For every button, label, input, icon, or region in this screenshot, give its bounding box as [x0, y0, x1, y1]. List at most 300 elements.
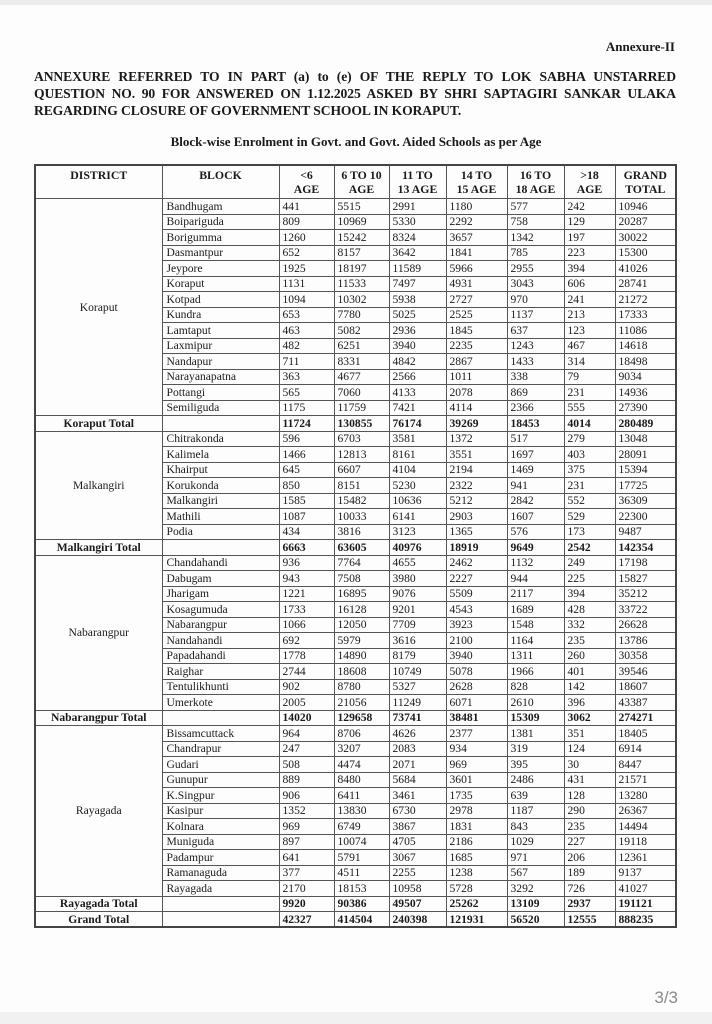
value-cell: 22300: [615, 509, 676, 525]
value-cell: 431: [564, 772, 615, 788]
value-cell: 2170: [279, 881, 334, 897]
value-cell: 247: [279, 741, 334, 757]
block-cell: Nabarangpur: [162, 617, 279, 633]
value-cell: 18608: [334, 664, 389, 680]
grand-total-value: 121931: [446, 912, 507, 928]
column-header-text: 15 AGE: [456, 182, 497, 196]
value-cell: 641: [279, 850, 334, 866]
total-value: 4014: [564, 416, 615, 432]
value-cell: 1831: [446, 819, 507, 835]
value-cell: 726: [564, 881, 615, 897]
empty-cell: [162, 416, 279, 432]
value-cell: 290: [564, 803, 615, 819]
value-cell: 396: [564, 695, 615, 711]
value-cell: 319: [507, 741, 564, 757]
value-cell: 225: [564, 571, 615, 587]
total-value: 13109: [507, 896, 564, 912]
value-cell: 3923: [446, 617, 507, 633]
value-cell: 8447: [615, 757, 676, 773]
total-value: 38481: [446, 710, 507, 726]
block-cell: Kundra: [162, 307, 279, 323]
value-cell: 10969: [334, 214, 389, 230]
empty-cell: [162, 896, 279, 912]
grand-total-value: 414504: [334, 912, 389, 928]
value-cell: 2744: [279, 664, 334, 680]
value-cell: 3642: [389, 245, 446, 261]
value-cell: 517: [507, 431, 564, 447]
value-cell: 850: [279, 478, 334, 494]
empty-cell: [162, 912, 279, 928]
value-cell: 10302: [334, 292, 389, 308]
value-cell: 577: [507, 199, 564, 215]
annexure-label: Annexure-II: [605, 39, 675, 54]
value-cell: 2322: [446, 478, 507, 494]
value-cell: 2936: [389, 323, 446, 339]
block-cell: Chandrapur: [162, 741, 279, 757]
value-cell: 128: [564, 788, 615, 804]
value-cell: 9076: [389, 586, 446, 602]
total-value: 18919: [446, 540, 507, 556]
column-header: [35, 165, 162, 199]
value-cell: 15827: [615, 571, 676, 587]
value-cell: 902: [279, 679, 334, 695]
value-cell: 3043: [507, 276, 564, 292]
value-cell: 11589: [389, 261, 446, 277]
value-cell: 897: [279, 834, 334, 850]
value-cell: 5979: [334, 633, 389, 649]
column-header: [162, 165, 279, 199]
value-cell: 1966: [507, 664, 564, 680]
value-cell: 10946: [615, 199, 676, 215]
value-cell: 123: [564, 323, 615, 339]
value-cell: 13280: [615, 788, 676, 804]
value-cell: 5330: [389, 214, 446, 230]
value-cell: 4104: [389, 462, 446, 478]
value-cell: 606: [564, 276, 615, 292]
value-cell: 3616: [389, 633, 446, 649]
value-cell: 235: [564, 633, 615, 649]
value-cell: 1342: [507, 230, 564, 246]
value-cell: 338: [507, 369, 564, 385]
block-cell: Dasmantpur: [162, 245, 279, 261]
value-cell: 2078: [446, 385, 507, 401]
value-cell: 4511: [334, 865, 389, 881]
value-cell: 2727: [446, 292, 507, 308]
column-header-text: DISTRICT: [70, 168, 128, 182]
district-total-row: [35, 540, 676, 556]
value-cell: 3601: [446, 772, 507, 788]
total-value: 3062: [564, 710, 615, 726]
value-cell: 4931: [446, 276, 507, 292]
value-cell: 17198: [615, 555, 676, 571]
value-cell: 235: [564, 819, 615, 835]
value-cell: 12050: [334, 617, 389, 633]
value-cell: 30: [564, 757, 615, 773]
value-cell: 5078: [446, 664, 507, 680]
column-header: [334, 165, 389, 199]
block-cell: Malkangiri: [162, 493, 279, 509]
value-cell: 3816: [334, 524, 389, 540]
value-cell: 529: [564, 509, 615, 525]
value-cell: 18498: [615, 354, 676, 370]
value-cell: 41026: [615, 261, 676, 277]
value-cell: 906: [279, 788, 334, 804]
value-cell: 3867: [389, 819, 446, 835]
value-cell: 467: [564, 338, 615, 354]
total-value: 6663: [279, 540, 334, 556]
value-cell: 1548: [507, 617, 564, 633]
total-value: 2542: [564, 540, 615, 556]
district-cell: Rayagada: [35, 726, 162, 897]
value-cell: 1735: [446, 788, 507, 804]
column-header-text: 13 AGE: [397, 182, 438, 196]
value-cell: 2628: [446, 679, 507, 695]
value-cell: 2071: [389, 757, 446, 773]
value-cell: 5327: [389, 679, 446, 695]
value-cell: 28091: [615, 447, 676, 463]
value-cell: 4626: [389, 726, 446, 742]
total-value: 73741: [389, 710, 446, 726]
value-cell: 28741: [615, 276, 676, 292]
table-header-row: [35, 165, 676, 199]
value-cell: 7508: [334, 571, 389, 587]
block-cell: Kotpad: [162, 292, 279, 308]
value-cell: 1066: [279, 617, 334, 633]
total-value: 40976: [389, 540, 446, 556]
value-cell: 1094: [279, 292, 334, 308]
value-cell: 936: [279, 555, 334, 571]
value-cell: 2462: [446, 555, 507, 571]
total-value: 63605: [334, 540, 389, 556]
total-label: Malkangiri Total: [35, 540, 162, 556]
block-cell: Mathili: [162, 509, 279, 525]
value-cell: 1087: [279, 509, 334, 525]
total-value: 49507: [389, 896, 446, 912]
value-cell: 1469: [507, 462, 564, 478]
value-cell: 944: [507, 571, 564, 587]
value-cell: 1164: [507, 633, 564, 649]
value-cell: 26628: [615, 617, 676, 633]
table-row: [35, 726, 676, 742]
column-header-text: 18 AGE: [515, 182, 556, 196]
empty-cell: [162, 710, 279, 726]
value-cell: 1132: [507, 555, 564, 571]
block-cell: Kosagumuda: [162, 602, 279, 618]
value-cell: 1243: [507, 338, 564, 354]
total-value: 15309: [507, 710, 564, 726]
grand-total-value: 42327: [279, 912, 334, 928]
value-cell: 33722: [615, 602, 676, 618]
value-cell: 1689: [507, 602, 564, 618]
value-cell: 3940: [389, 338, 446, 354]
value-cell: 1585: [279, 493, 334, 509]
value-cell: 6730: [389, 803, 446, 819]
value-cell: 4842: [389, 354, 446, 370]
block-cell: Umerkote: [162, 695, 279, 711]
total-label: Koraput Total: [35, 416, 162, 432]
value-cell: 645: [279, 462, 334, 478]
value-cell: 8331: [334, 354, 389, 370]
value-cell: 1733: [279, 602, 334, 618]
value-cell: 1466: [279, 447, 334, 463]
value-cell: 1697: [507, 447, 564, 463]
block-cell: Borigumma: [162, 230, 279, 246]
value-cell: 12361: [615, 850, 676, 866]
value-cell: 758: [507, 214, 564, 230]
value-cell: 231: [564, 478, 615, 494]
value-cell: 17333: [615, 307, 676, 323]
value-cell: 36309: [615, 493, 676, 509]
value-cell: 5515: [334, 199, 389, 215]
value-cell: 639: [507, 788, 564, 804]
block-cell: Korukonda: [162, 478, 279, 494]
value-cell: 1845: [446, 323, 507, 339]
value-cell: 576: [507, 524, 564, 540]
value-cell: 637: [507, 323, 564, 339]
value-cell: 1778: [279, 648, 334, 664]
value-cell: 231: [564, 385, 615, 401]
value-cell: 249: [564, 555, 615, 571]
block-cell: Semiliguda: [162, 400, 279, 416]
value-cell: 241: [564, 292, 615, 308]
column-header: [389, 165, 446, 199]
block-cell: Pottangi: [162, 385, 279, 401]
value-cell: 889: [279, 772, 334, 788]
grand-total-label: Grand Total: [35, 912, 162, 928]
column-header-text: AGE: [293, 182, 320, 196]
block-cell: Gunupur: [162, 772, 279, 788]
value-cell: 314: [564, 354, 615, 370]
grand-total-row: [35, 912, 676, 928]
value-cell: 10033: [334, 509, 389, 525]
value-cell: 843: [507, 819, 564, 835]
value-cell: 941: [507, 478, 564, 494]
value-cell: 4677: [334, 369, 389, 385]
value-cell: 785: [507, 245, 564, 261]
column-header-text: 16 TO: [519, 168, 552, 182]
value-cell: 441: [279, 199, 334, 215]
value-cell: 15242: [334, 230, 389, 246]
value-cell: 552: [564, 493, 615, 509]
value-cell: 16895: [334, 586, 389, 602]
column-header-text: TOTAL: [625, 182, 666, 196]
value-cell: 20287: [615, 214, 676, 230]
total-label: Nabarangpur Total: [35, 710, 162, 726]
value-cell: 565: [279, 385, 334, 401]
value-cell: 206: [564, 850, 615, 866]
value-cell: 10958: [389, 881, 446, 897]
value-cell: 14936: [615, 385, 676, 401]
value-cell: 5509: [446, 586, 507, 602]
district-cell: Nabarangpur: [35, 555, 162, 710]
grand-total-value: 12555: [564, 912, 615, 928]
value-cell: 7497: [389, 276, 446, 292]
block-cell: Koraput: [162, 276, 279, 292]
total-value: 14020: [279, 710, 334, 726]
value-cell: 79: [564, 369, 615, 385]
value-cell: 8780: [334, 679, 389, 695]
value-cell: 129: [564, 214, 615, 230]
value-cell: 7780: [334, 307, 389, 323]
value-cell: 14890: [334, 648, 389, 664]
value-cell: 21272: [615, 292, 676, 308]
value-cell: 2186: [446, 834, 507, 850]
block-cell: Nandapur: [162, 354, 279, 370]
block-cell: Kasipur: [162, 803, 279, 819]
value-cell: 27390: [615, 400, 676, 416]
value-cell: 3657: [446, 230, 507, 246]
column-header-text: GRAND: [623, 168, 667, 182]
value-cell: 12813: [334, 447, 389, 463]
total-value: 9649: [507, 540, 564, 556]
block-cell: Dabugam: [162, 571, 279, 587]
page-indicator: 3/3: [654, 988, 678, 1007]
value-cell: 2235: [446, 338, 507, 354]
column-header: [564, 165, 615, 199]
value-cell: 1433: [507, 354, 564, 370]
value-cell: 6071: [446, 695, 507, 711]
value-cell: 17725: [615, 478, 676, 494]
value-cell: 2991: [389, 199, 446, 215]
value-cell: 7060: [334, 385, 389, 401]
value-cell: 3980: [389, 571, 446, 587]
value-cell: 5025: [389, 307, 446, 323]
block-cell: Tentulikhunti: [162, 679, 279, 695]
block-cell: Podia: [162, 524, 279, 540]
value-cell: 434: [279, 524, 334, 540]
value-cell: 15300: [615, 245, 676, 261]
district-cell: Malkangiri: [35, 431, 162, 540]
value-cell: 189: [564, 865, 615, 881]
value-cell: 6749: [334, 819, 389, 835]
value-cell: 1352: [279, 803, 334, 819]
value-cell: 653: [279, 307, 334, 323]
block-cell: Muniguda: [162, 834, 279, 850]
value-cell: 1131: [279, 276, 334, 292]
value-cell: 4114: [446, 400, 507, 416]
value-cell: 394: [564, 586, 615, 602]
value-cell: 8151: [334, 478, 389, 494]
value-cell: 18153: [334, 881, 389, 897]
value-cell: 2005: [279, 695, 334, 711]
block-cell: Rayagada: [162, 881, 279, 897]
value-cell: 3207: [334, 741, 389, 757]
value-cell: 1311: [507, 648, 564, 664]
value-cell: 869: [507, 385, 564, 401]
block-cell: K.Singpur: [162, 788, 279, 804]
total-value: 25262: [446, 896, 507, 912]
value-cell: 11086: [615, 323, 676, 339]
value-cell: 970: [507, 292, 564, 308]
value-cell: 2978: [446, 803, 507, 819]
total-value: 142354: [615, 540, 676, 556]
value-cell: 15394: [615, 462, 676, 478]
block-cell: Boipariguda: [162, 214, 279, 230]
value-cell: 5728: [446, 881, 507, 897]
value-cell: 8157: [334, 245, 389, 261]
value-cell: 11249: [389, 695, 446, 711]
column-header-text: >18: [580, 168, 599, 182]
value-cell: 969: [446, 757, 507, 773]
value-cell: 2842: [507, 493, 564, 509]
column-header-text: AGE: [348, 182, 375, 196]
total-value: 130855: [334, 416, 389, 432]
value-cell: 567: [507, 865, 564, 881]
value-cell: 21571: [615, 772, 676, 788]
table-body: [35, 199, 676, 928]
block-cell: Nandahandi: [162, 633, 279, 649]
value-cell: 19118: [615, 834, 676, 850]
value-cell: 4133: [389, 385, 446, 401]
viewer-bottom-bar: [0, 1012, 712, 1024]
value-cell: 15482: [334, 493, 389, 509]
total-value: 39269: [446, 416, 507, 432]
column-header-text: 11 TO: [402, 168, 433, 182]
block-cell: Bissamcuttack: [162, 726, 279, 742]
value-cell: 2867: [446, 354, 507, 370]
value-cell: 2227: [446, 571, 507, 587]
value-cell: 142: [564, 679, 615, 695]
value-cell: 332: [564, 617, 615, 633]
value-cell: 3551: [446, 447, 507, 463]
column-header-text: 14 TO: [460, 168, 493, 182]
value-cell: 5082: [334, 323, 389, 339]
value-cell: 1607: [507, 509, 564, 525]
value-cell: 5791: [334, 850, 389, 866]
grand-total-value: 888235: [615, 912, 676, 928]
block-cell: Chandahandi: [162, 555, 279, 571]
document-heading: ANNEXURE REFERRED TO IN PART (a) to (e) OF THE REPLY TO LOK SABHA UNSTARRED QUESTION NO. 90 FOR ANSWERED ON 1.12.2025 ASKED BY SHRI SAPTAGIRI SANKAR ULAKA REGARDING CLOSURE OF GOVERNMENT SCHOOL IN KORAPUT.: [34, 69, 676, 118]
value-cell: 8706: [334, 726, 389, 742]
value-cell: 971: [507, 850, 564, 866]
block-cell: Padampur: [162, 850, 279, 866]
value-cell: 394: [564, 261, 615, 277]
value-cell: 1029: [507, 834, 564, 850]
value-cell: 828: [507, 679, 564, 695]
district-cell: Koraput: [35, 199, 162, 416]
value-cell: 6141: [389, 509, 446, 525]
block-cell: Jeypore: [162, 261, 279, 277]
value-cell: 13830: [334, 803, 389, 819]
value-cell: 3292: [507, 881, 564, 897]
value-cell: 6914: [615, 741, 676, 757]
column-header-text: BLOCK: [199, 168, 242, 182]
value-cell: 1137: [507, 307, 564, 323]
value-cell: 41027: [615, 881, 676, 897]
value-cell: 1175: [279, 400, 334, 416]
value-cell: 10749: [389, 664, 446, 680]
value-cell: 943: [279, 571, 334, 587]
value-cell: 596: [279, 431, 334, 447]
value-cell: 8480: [334, 772, 389, 788]
value-cell: 6251: [334, 338, 389, 354]
value-cell: 9201: [389, 602, 446, 618]
value-cell: 5212: [446, 493, 507, 509]
total-value: 11724: [279, 416, 334, 432]
total-value: 9920: [279, 896, 334, 912]
table-row: [35, 199, 676, 215]
block-cell: Papadahandi: [162, 648, 279, 664]
block-cell: Khairput: [162, 462, 279, 478]
value-cell: 2377: [446, 726, 507, 742]
empty-cell: [162, 540, 279, 556]
table-title: Block-wise Enrolment in Govt. and Govt. Aided Schools as per Age: [170, 134, 542, 149]
block-cell: Narayanapatna: [162, 369, 279, 385]
value-cell: 16128: [334, 602, 389, 618]
value-cell: 279: [564, 431, 615, 447]
value-cell: 4705: [389, 834, 446, 850]
value-cell: 1238: [446, 865, 507, 881]
